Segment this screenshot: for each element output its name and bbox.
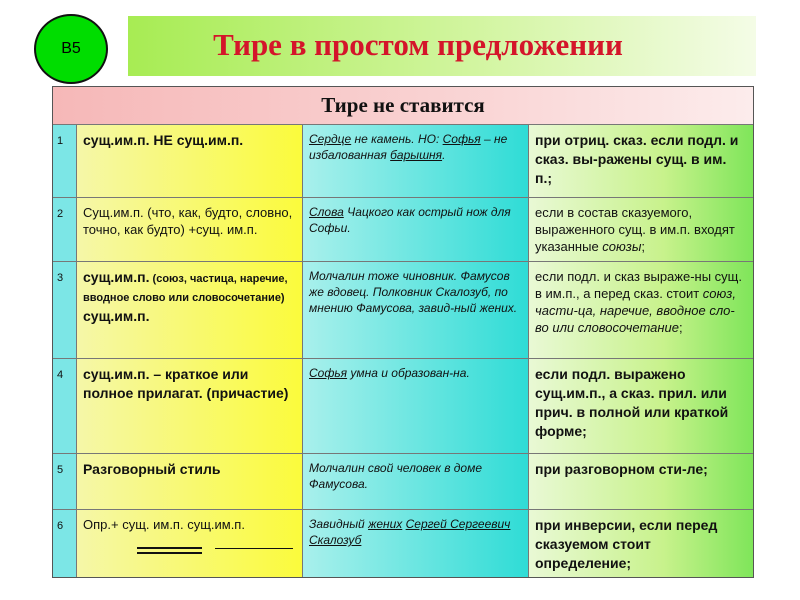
example-text: Завидный [309, 517, 369, 531]
example-attribute: жених [368, 517, 403, 531]
slide-badge [34, 14, 108, 84]
rule-text-italic: союз, части-ца, наречие, вводное сло-во или словосочетание [535, 286, 736, 335]
row-number: 5 [53, 454, 77, 510]
rule-text: при инверсии, если перед сказуемом стоит определение; [535, 517, 718, 571]
pattern-text: сущ.им.п. [83, 269, 150, 285]
rule-text: при разговорном сти-ле; [535, 461, 708, 477]
rule-cell [529, 454, 753, 510]
pattern-text: сущ.им.п. НЕ сущ.им.п. [83, 132, 244, 148]
rule-text: если подл. и сказ выраже-ны сущ. в им.п., а перед сказ. стоит [535, 269, 742, 301]
pattern-cell [77, 359, 303, 454]
example-subject: Софья [442, 132, 481, 146]
rule-cell [529, 262, 753, 359]
example-text: не камень. НО: [351, 132, 443, 146]
example-subject: Слова [309, 205, 344, 219]
rule-text: ; [641, 239, 646, 254]
pattern-note: (союз, частица, наречие, вводное слово или словосочетание) [83, 273, 288, 304]
rule-cell [529, 510, 753, 577]
slide-title: Тире в простом предложении [213, 27, 623, 62]
rule-text: при отриц. сказ. если подл. и сказ. вы-ражены сущ. в им. п.; [535, 132, 739, 186]
example-subject: Сергей Сергеевич Скалозуб [309, 517, 511, 547]
example-cell [303, 454, 529, 510]
row-number: 4 [53, 359, 77, 454]
example-cell [303, 510, 529, 577]
pattern-text: Опр.+ сущ. им.п. сущ.им.п. [83, 517, 245, 532]
example-cell [303, 359, 529, 454]
pattern-text: Сущ.им.п. (что, как, будто, словно, точно, как будто) +сущ. им.п. [83, 205, 293, 237]
example-predicate: барышня [390, 148, 443, 162]
example-cell [303, 262, 529, 359]
row-number: 6 [53, 510, 77, 577]
underline-double-bottom [137, 552, 202, 554]
example-text: умна и образован-на. [347, 366, 470, 380]
pattern-cell [77, 125, 303, 198]
pattern-text: Разговорный стиль [83, 461, 221, 477]
underline-single [215, 548, 293, 549]
underline-double-top [137, 547, 202, 549]
example-cell [303, 198, 529, 262]
row-number: 3 [53, 262, 77, 359]
table-header: Тире не ставится [53, 87, 753, 125]
rule-text: если в состав сказуемого, выраженного сущ. в им.п. входят указанные [535, 205, 735, 254]
example-text: Молчалин тоже чиновник. Фамусов же вдовец. Полковник Скалозуб, по мнению Фамусова, завид-ный жених. [309, 269, 518, 315]
example-subject: Софья [309, 366, 348, 380]
pattern-text: сущ.им.п. [83, 308, 150, 324]
pattern-cell [77, 510, 303, 577]
pattern-text: сущ.им.п. – краткое или полное прилагат. (причастие) [83, 366, 289, 401]
example-text: – не избалованная [309, 132, 508, 162]
rules-table [52, 86, 754, 578]
example-text: Молчалин свой человек в доме Фамусова. [309, 461, 482, 491]
example-text: . [442, 148, 446, 162]
pattern-cell [77, 454, 303, 510]
rule-text: ; [679, 320, 683, 335]
rule-cell [529, 198, 753, 262]
row-number: 1 [53, 125, 77, 198]
pattern-cell [77, 198, 303, 262]
rule-cell [529, 359, 753, 454]
example-subject: Сердце [309, 132, 352, 146]
row-number: 2 [53, 198, 77, 262]
badge-label: B5 [61, 40, 81, 57]
rule-text: если подл. выражено сущ.им.п., а сказ. прил. или прич. в полной или краткой форме; [535, 366, 729, 439]
rule-cell [529, 125, 753, 198]
example-text: Чацкого как острый нож для Софьи. [309, 205, 511, 235]
pattern-cell [77, 262, 303, 359]
rule-text-italic: союзы [602, 239, 642, 254]
example-cell [303, 125, 529, 198]
